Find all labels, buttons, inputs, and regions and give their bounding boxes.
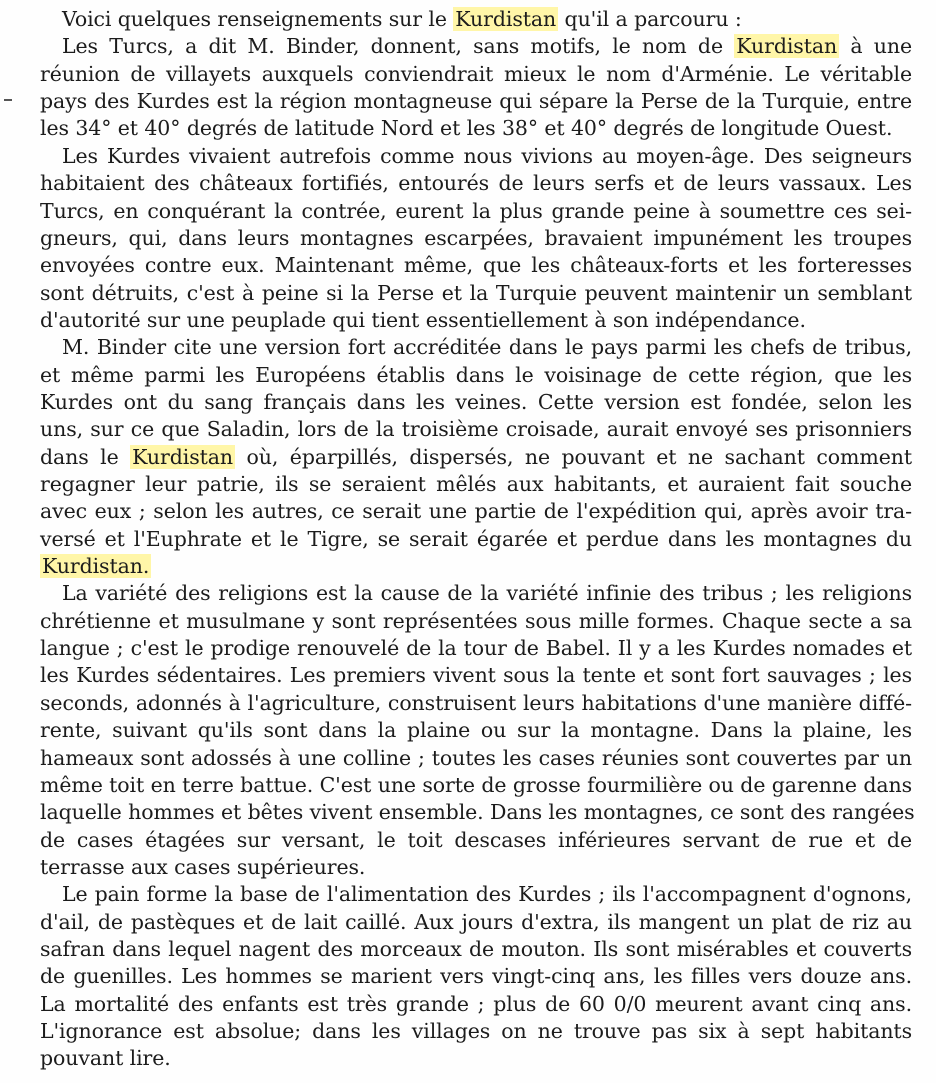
- text-line: [40, 280, 912, 307]
- text-run: dans le: [40, 444, 131, 469]
- highlighted-term: Kurdistan: [736, 34, 838, 59]
- text-line: [40, 772, 912, 799]
- text-run: d'autorité sur une peuplade qui tient essentiellement à son indépendance.: [40, 307, 806, 332]
- text-run: où, éparpillés, dispersés, ne pouvant et ne sachant comment: [235, 444, 912, 469]
- text-run: sont détruits, c'est à peine si la Perse et la Turquie peuvent maintenir un semblant: [40, 280, 912, 305]
- text-line: [40, 936, 912, 963]
- text-line: [40, 1018, 912, 1045]
- text-run: Turcs, en conquérant la contrée, eurent la plus grande peine à soumettre ces sei-: [40, 198, 912, 223]
- text-line: [40, 416, 912, 443]
- text-line: [40, 991, 912, 1018]
- text-run: terrasse aux cases supérieures.: [40, 854, 366, 879]
- text-run: La variété des religions est la cause de la variété infinie des tribus ; les religions: [62, 581, 912, 606]
- text-line: [40, 881, 912, 908]
- text-run: habitaient des châteaux fortifiés, entourés de leurs serfs et de leurs vassaux. Les: [40, 171, 912, 196]
- text-run: d'ail, de pastèques et de lait caillé. Aux jours d'extra, ils mangent un plat de riz au: [40, 909, 912, 934]
- text-line: [40, 553, 912, 580]
- text-line: [40, 198, 912, 225]
- text-run: les Kurdes sédentaires. Les premiers vivent sous la tente et sont fort sauvages ; les: [40, 663, 912, 688]
- text-run: les 34° et 40° degrés de latitude Nord et les 38° et 40° degrés de longitude Ouest.: [40, 116, 893, 141]
- text-line: [40, 690, 912, 717]
- text-run: La mortalité des enfants est très grande ; plus de 60 0/0 meurent avant cinq ans.: [40, 991, 912, 1016]
- text-line: [40, 963, 912, 990]
- text-run: hameaux sont adossés à une colline ; toutes les cases réunies sont couvertes par un: [40, 745, 912, 770]
- text-line: [40, 745, 912, 772]
- text-run: versé et l'Euphrate et le Tigre, se serait égarée et perdue dans les montagnes du: [40, 526, 912, 551]
- text-run: Les Turcs, a dit M. Binder, donnent, sans motifs, le nom de: [62, 34, 735, 59]
- text-run: seconds, adonnés à l'agriculture, construisent leurs habitations d'une manière diffé-: [40, 690, 912, 715]
- text-line: [40, 33, 912, 60]
- text-run: de cases étagées sur versant, le toit descases inférieures servant de rue et de: [40, 827, 912, 852]
- text-line: [40, 471, 912, 498]
- text-line: [40, 61, 912, 88]
- text-run: chrétienne et musulmane y sont représentées sous mille formes. Chaque secte a sa: [40, 608, 912, 633]
- text-run: regagner leur patrie, ils se seraient mêlés aux habitants, et auraient fait souche: [40, 472, 912, 496]
- text-line: [40, 498, 912, 525]
- text-run: Voici quelques renseignements sur le: [62, 7, 454, 31]
- text-run: laquelle hommes et bêtes vivent ensemble. Dans les montagnes, ce sont des rangées: [40, 800, 915, 825]
- text-line: [40, 717, 912, 744]
- text-run: même toit en terre battue. C'est une sorte de grosse fourmilière ou de garenne dans: [40, 772, 912, 797]
- text-run: uns, sur ce que Saladin, lors de la troisième croisade, aurait envoyé ses prisonniers: [40, 417, 912, 442]
- text-line: [40, 635, 912, 662]
- text-run: de guenilles. Les hommes se marient vers vingt-cinq ans, les filles vers douze ans.: [40, 964, 912, 989]
- text-run: pouvant lire.: [40, 1046, 171, 1071]
- text-run: L'ignorance est absolue; dans les villages on ne trouve pas six à sept habitants: [40, 1019, 912, 1043]
- text-line: [40, 799, 915, 826]
- text-line: [40, 252, 912, 279]
- text-run: réunion de villayets auxquels conviendrait mieux le nom d'Arménie. Le véritable: [40, 61, 912, 86]
- highlighted-term: Kurdistan: [132, 444, 234, 469]
- text-line: [40, 143, 912, 170]
- text-line: [40, 362, 912, 389]
- text-run: langue ; c'est le prodige renouvelé de la tour de Babel. Il y a les Kurdes nomades et: [40, 636, 912, 661]
- text-line: [40, 444, 912, 471]
- text-run: safran dans lequel nagent des morceaux de mouton. Ils sont misérables et couverts: [40, 936, 912, 961]
- text-run: pays des Kurdes est la région montagneuse qui sépare la Perse de la Turquie, entre: [40, 89, 912, 114]
- text-line: [40, 389, 912, 416]
- text-line: [40, 307, 912, 334]
- text-line: [40, 608, 912, 635]
- text-line: [40, 170, 912, 197]
- text-run: Kurdes ont du sang français dans les veines. Cette version est fondée, selon les: [40, 389, 912, 414]
- text-line: [40, 854, 912, 881]
- text-run: M. Binder cite une version fort accréditée dans le pays parmi les chefs de tribus,: [62, 335, 912, 360]
- text-line: [40, 115, 912, 142]
- text-run: et même parmi les Européens établis dans le voisinage de cette région, que les: [40, 362, 912, 387]
- text-line: [40, 88, 912, 115]
- text-line: [40, 909, 912, 936]
- text-run: Le pain forme la base de l'alimentation des Kurdes ; ils l'accompagnent d'ognons,: [62, 882, 912, 907]
- text-run: envoyées contre eux. Maintenant même, que les châteaux-forts et les forteresses: [40, 253, 912, 278]
- highlighted-term: Kurdistan: [455, 7, 557, 31]
- text-run: gneurs, qui, dans leurs montagnes escarpées, bravaient impunément les troupes: [40, 225, 912, 250]
- text-line: [40, 334, 912, 361]
- text-line: [40, 827, 912, 854]
- text-line: [40, 6, 912, 33]
- text-run: rente, suivant qu'ils sont dans la plaine ou sur la montagne. Dans la plaine, les: [40, 718, 912, 743]
- highlighted-term: Kurdistan.: [42, 554, 150, 578]
- text-run: à une: [839, 34, 912, 59]
- text-line: [40, 526, 912, 553]
- text-line: [40, 662, 912, 689]
- margin-tick-mark: [4, 99, 12, 101]
- text-run: Les Kurdes vivaient autrefois comme nous vivions au moyen-âge. Des seigneurs: [62, 143, 912, 168]
- text-line: [40, 1045, 912, 1072]
- text-run: qu'il a parcouru :: [558, 7, 742, 31]
- text-line: [40, 225, 912, 252]
- text-run: avec eux ; selon les autres, ce serait une partie de l'expédition qui, après avoir tra-: [40, 499, 912, 524]
- text-line: [40, 580, 912, 607]
